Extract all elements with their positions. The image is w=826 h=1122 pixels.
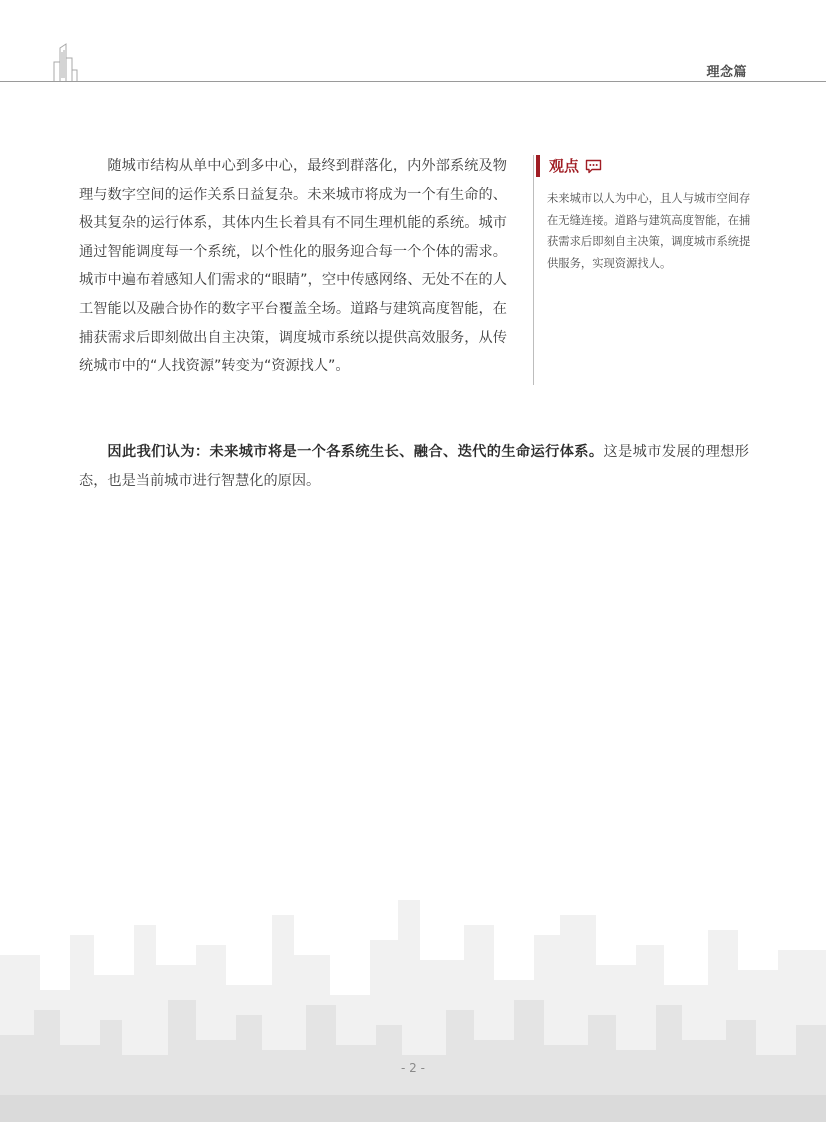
main-paragraph: 随城市结构从单中心到多中心，最终到群落化，内外部系统及物理与数字空间的运作关系日益复杂。未来城市将成为一个有生命的、极其复杂的运行体系，其体内生长着具有不同生理机能的系统。城市通过智能调度每一个系统，以个性化的服务迎合每一个个体的需求。城市中遍布着感知人们需求的“眼睛”，空中传感网络、无处不在的人工智能以及融合协作的数字平台覆盖全场。道路与建筑高度智能，在捕获需求后即刻做出自主决策，调度城市系统以提供高效服务，从传统城市中的“人找资源”转变为“资源找人”。: [79, 158, 507, 375]
building-logo-icon: [52, 42, 78, 82]
viewpoint-sidebar: [533, 155, 750, 385]
conclusion-block: [79, 438, 749, 495]
viewpoint-heading: [536, 155, 602, 177]
conclusion-bold-text: 因此我们认为：未来城市将是一个各系统生长、融合、迭代的生命运行体系。: [107, 444, 604, 460]
viewpoint-body: 未来城市以人为中心，且人与城市空间存在无缝连接。道路与建筑高度智能，在捕获需求后即刻自主决策，调度城市系统提供服务，实现资源找人。: [547, 192, 751, 270]
viewpoint-title: 观点: [549, 157, 580, 175]
speech-bubble-icon: [585, 159, 602, 174]
section-label: 理念篇: [706, 65, 747, 80]
header-rule: [0, 81, 826, 82]
conclusion-normal-text: 这是城市发展的理想形态，也是当前城市进行智慧化的原因。: [79, 444, 749, 489]
conclusion-paragraph: [79, 438, 749, 495]
main-paragraph-block: [79, 152, 507, 381]
city-skyline-illustration: [0, 895, 826, 1122]
page-number: - 2 -: [401, 1061, 425, 1075]
